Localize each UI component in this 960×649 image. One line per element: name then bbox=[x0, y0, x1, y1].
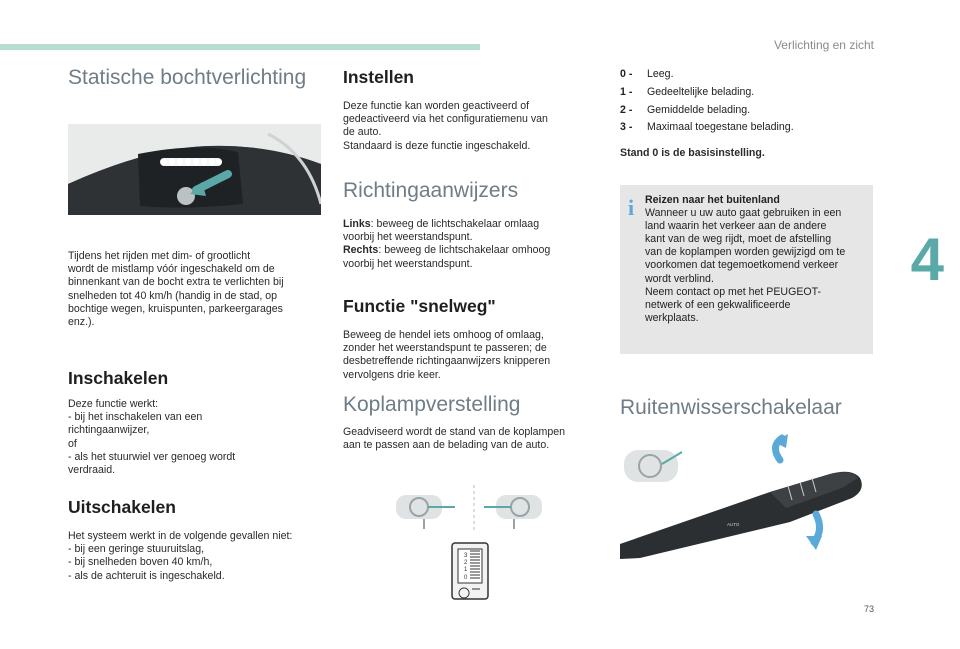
info-box bbox=[620, 185, 873, 354]
list-item: 3 - Maximaal toegestane belading. bbox=[620, 121, 794, 134]
rechts-text: : beweeg de lichtschakelaar omhoog voorbij het weerstandspunt. bbox=[343, 244, 551, 270]
dial-label-2: 2 bbox=[464, 560, 468, 566]
default-setting-note: Stand 0 is de basisinstelling. bbox=[620, 147, 765, 159]
indicators-text bbox=[343, 218, 603, 271]
page-number: 73 bbox=[863, 604, 874, 614]
wiper-stalk-illustration bbox=[620, 434, 882, 559]
dial-label-3: 3 bbox=[464, 553, 468, 559]
headlamp-leveling-illustration bbox=[380, 483, 560, 601]
list-item: 1 - Gedeeltelijke belading. bbox=[620, 85, 755, 98]
switch-on-title: Inschakelen bbox=[68, 368, 169, 388]
switch-off-text: Het systeem werkt in de volgende gevallen niet: - bij een geringe stuuruitslag, - bij snelheden boven 40 km/h, - als de achteruit is ingeschakeld. bbox=[68, 530, 293, 582]
setup-text: Deze functie kan worden geactiveerd of gedeactiveerd via het configuratiemenu van de auto. Standaard is deze functie ingeschakeld. bbox=[343, 100, 548, 152]
list-item: 0 - Leeg. bbox=[620, 68, 674, 80]
cornering-light-intro: Tijdens het rijden met dim- of grootlicht wordt de mistlamp vóór ingeschakeld om de binnenkant van de bocht extra te verlichten bij snelheden tot 40 km/h (handig in de stad, op bochtige wegen, kruispunten, parkeergarages enz.). bbox=[68, 250, 284, 329]
chapter-number: 4 bbox=[910, 226, 944, 293]
links-text: : beweeg de lichtschakelaar omlaag voorbij het weerstandspunt. bbox=[343, 218, 540, 244]
leveling-text: Geadviseerd wordt de stand van de koplampen aan te passen aan de belading van de auto. bbox=[343, 426, 566, 452]
steering-wheel-left-icon bbox=[396, 495, 455, 529]
leveling-dial-icon bbox=[452, 543, 488, 599]
steering-wheel-right-icon bbox=[484, 495, 542, 529]
setup-title: Instellen bbox=[343, 67, 414, 87]
dial-label-0: 0 bbox=[464, 575, 468, 581]
dial-label-1: 1 bbox=[464, 567, 468, 573]
cornering-light-title: Statische bochtverlichting bbox=[68, 66, 307, 89]
load-levels-list bbox=[620, 68, 860, 139]
links-label: Links bbox=[343, 218, 371, 230]
fog-lamp-illustration bbox=[68, 124, 321, 215]
section-header-title: Verlichting en zicht bbox=[773, 38, 874, 52]
info-text-block bbox=[645, 194, 871, 325]
info-icon: i bbox=[628, 195, 635, 220]
switch-off-title: Uitschakelen bbox=[68, 497, 176, 517]
steering-wheel-icon bbox=[624, 450, 682, 482]
list-item: 2 - Gemiddelde belading. bbox=[620, 103, 751, 116]
rechts-label: Rechts bbox=[343, 244, 379, 257]
leveling-title: Koplampverstelling bbox=[343, 393, 521, 416]
highway-title: Functie "snelweg" bbox=[343, 296, 496, 316]
auto-label: AUTO bbox=[727, 522, 740, 527]
switch-on-text: Deze functie werkt: - bij het inschakelen van een richtingaanwijzer, of - als het stuurwiel ver genoeg wordt verdraaid. bbox=[68, 398, 236, 477]
fog-lamp-photo bbox=[68, 124, 321, 215]
info-title: Reizen naar het buitenland bbox=[645, 194, 780, 206]
top-accent-bar bbox=[0, 44, 480, 50]
wiper-title: Ruitenwisserschakelaar bbox=[620, 396, 842, 419]
indicators-title: Richtingaanwijzers bbox=[343, 179, 519, 202]
info-body: Wanneer u uw auto gaat gebruiken in een land waarin het verkeer aan de andere kant van de weg rijdt, moet de afstelling van de koplampen worden gewijzigd om te voorkomen dat tegemoetkomend verkeer wordt verblind. Neem contact op met het PEUGEOT- netwerk of een gekwalificeerde werkplaats. bbox=[645, 207, 846, 324]
highway-text: Beweeg de hendel iets omhoog of omlaag, zonder het weerstandspunt te passeren; de desbetreffende richtingaanwijzers knipperen vervolgens drie keer. bbox=[343, 329, 551, 381]
